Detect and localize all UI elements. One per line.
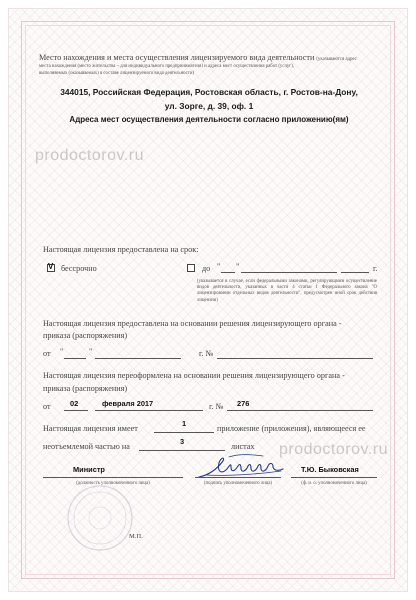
handwritten-signature [193, 451, 289, 483]
until-quote-open: " [217, 262, 221, 271]
license-page [8, 8, 408, 592]
until-year-suffix: г. [373, 264, 378, 273]
appendix-text-3: неотъемлемой частью на [43, 442, 130, 451]
unlimited-checkbox[interactable] [47, 264, 55, 272]
signature-note: (подпись уполномоченного лица) [203, 481, 273, 486]
reissue-number-line [227, 410, 373, 411]
reissue-text-2: приказа (распоряжения) [43, 384, 128, 393]
check-mark-icon: V [48, 262, 54, 271]
reissue-day: 02 [70, 399, 79, 408]
name-line [291, 477, 377, 478]
until-day-line [221, 272, 235, 273]
unlimited-label: бессрочно [61, 264, 97, 273]
reissue-ot: от [43, 402, 51, 411]
appendix-count: 1 [181, 419, 187, 428]
watermark-bottom: prodoctorov.ru [279, 441, 388, 458]
until-note: (указывается в случае, если федеральными законами, регулирующими осуществление видов деятельности, указанных в части 4 статьи 1 Федерального закона "О лицензировании отдельных видов деятельности", предусмотрен иной срок действия лицензии) [197, 279, 377, 303]
basis-day-line [64, 358, 86, 359]
watermark-top: prodoctorov.ru [35, 147, 144, 164]
basis-month-line [95, 358, 181, 359]
intro-note-2: места нахождения (место жительства – для индивидуального предпринимателя) и адреса мест осуществления работ (услуг), [39, 64, 295, 69]
name-note: (ф. и. о. уполномоченного лица) [301, 481, 367, 486]
term-label: Настоящая лицензия предоставлена на срок: [43, 245, 199, 254]
address-line-2: ул. Зорге, д. 39, оф. 1 [164, 101, 254, 111]
appendix-count-line [154, 432, 214, 433]
seal-placeholder: М.П. [129, 533, 143, 540]
appendix-text-4: листах [231, 442, 255, 451]
addresses-reference: Адреса мест осуществления деятельности согласно приложению(ям) [69, 115, 349, 124]
basis-ot: от [43, 349, 51, 358]
reissue-day-line [64, 410, 88, 411]
basis-number-line [217, 358, 373, 359]
appendix-text-2: приложение (приложения), являющееся ее [217, 424, 366, 433]
appendix-sheets: 3 [179, 437, 185, 446]
intro-note-3: выполняемых (оказываемых) в составе лицензируемого вида деятельности) [39, 71, 195, 76]
intro-note-1: (указываются адрес [316, 57, 357, 62]
intro-block [39, 53, 389, 63]
reissue-month-year: февраля 2017 [102, 399, 154, 408]
position-line [43, 477, 183, 478]
until-checkbox[interactable] [187, 264, 195, 272]
signer-position: Министр [73, 465, 105, 474]
basis-quote-close: " [89, 347, 93, 356]
address-line-1: 344015, Российская Федерация, Ростовская область, г. Ростов-на-Дону, [60, 87, 358, 97]
reissue-g-no: г. № [209, 402, 224, 411]
appendix-text-1: Настоящая лицензия имеет [43, 424, 138, 433]
reissue-month-line [95, 410, 203, 411]
until-quote-close: " [236, 262, 240, 271]
reissue-text-1: Настоящая лицензия переоформлена на основании решения лицензирующего органа - [43, 371, 345, 380]
position-note: (должность уполномоченного лица) [76, 481, 150, 486]
basis-quote-open: " [60, 347, 64, 356]
basis-text-2: приказа (распоряжения) [43, 331, 128, 340]
basis-g-no: г. № [199, 349, 214, 358]
seal-stamp [65, 483, 135, 553]
until-month-line [241, 272, 337, 273]
intro-text: Место нахождения и места осуществления лицензируемого вида деятельности [39, 53, 315, 62]
basis-text-1: Настоящая лицензия предоставлена на основании решения лицензирующего органа - [43, 319, 342, 328]
signature-line [195, 477, 281, 478]
reissue-number: 276 [237, 399, 250, 408]
signer-name: Т.Ю. Быковская [301, 465, 359, 474]
until-prefix: до [202, 264, 211, 273]
until-year-line [341, 272, 369, 273]
